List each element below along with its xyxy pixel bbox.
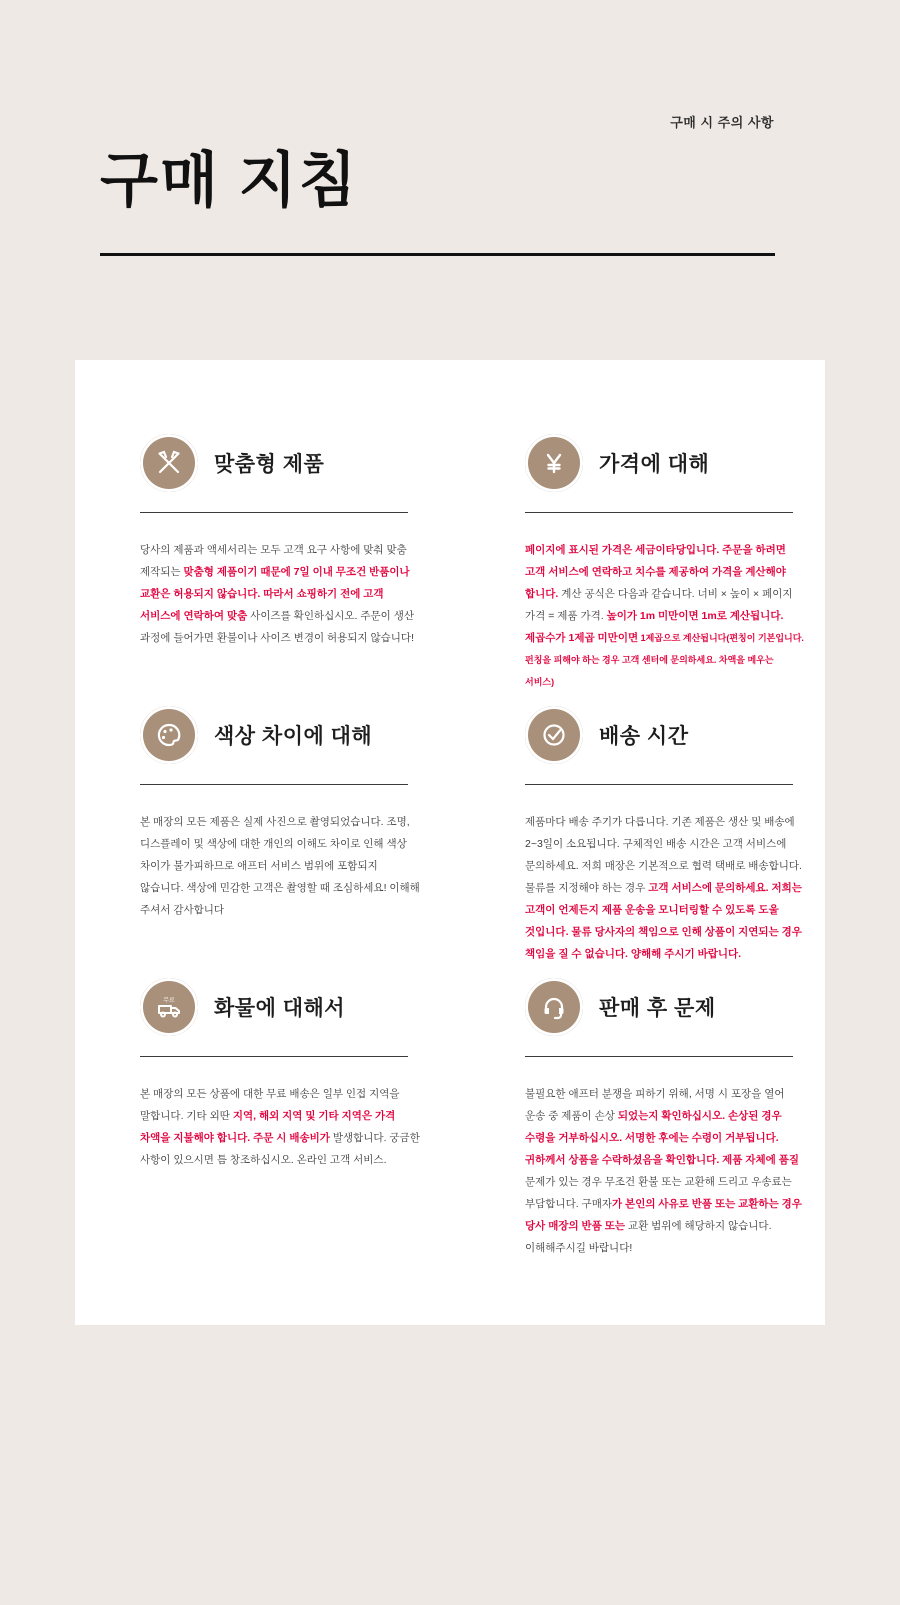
- section-header: [120, 978, 420, 1036]
- body-part: 교환 범위에 해당하지 않습니다. 이해해주시길 바랍니다!: [525, 1220, 772, 1255]
- body-part: 본 매장의 모든 제품은 실제 사진으로 촬영되었습니다. 조명, 디스플레이 및 색상에 대한 개인의 이해도 차이로 인해 색상 차이가 불가피하므로 애프터 서비스 범위에 포함되지 않습니다. 색상에 민감한 고객은 촬영할 때 조심하세요! 이해해 주셔서 감사합니다: [140, 816, 420, 917]
- guide-grid: [75, 420, 825, 1255]
- section-body: [525, 1083, 805, 1259]
- body-part: 문제가 있는 경우 무조건 환불 또는 교환해 드리고 우송료는 부담합니다. 구매자: [525, 1176, 792, 1211]
- body-part: 발생합니다. 궁금한 사항이 있으시면 틈 창조하십시오. 온라인 고객 서비스.: [140, 1132, 420, 1167]
- section-divider: [140, 512, 408, 513]
- guide-section-after-sales: [460, 964, 845, 1255]
- svg-text:무료: 무료: [163, 998, 175, 1004]
- guide-card: [75, 360, 825, 1325]
- body-part: 당사의 제품과 액세서리는 모두 고객 요구 사항에 맞춰 맞춤 제작되는: [140, 544, 407, 579]
- section-title: 가격에 대해: [599, 453, 710, 476]
- body-part-highlight: 지역, 해외 지역 및 기타 지역은 가격 차액을 지불해야 합니다. 주문 시 배송비가: [140, 1110, 396, 1145]
- section-title: 화물에 대해서: [214, 997, 346, 1020]
- free-shipping-truck-icon: [140, 978, 198, 1036]
- title-divider: [100, 253, 775, 256]
- body-part: 본 매장의 모든 상품에 대한 무료 배송은 일부 인접 지역을 말합니다. 기타 외딴: [140, 1088, 400, 1123]
- section-divider: [525, 784, 793, 785]
- body-part-highlight: 고객 서비스에 문의하세요. 저희는 고객이 언제든지 제품 운송을 모니터링할 수 있도록 도울 것입니다. 물류 당사자의 책임으로 인해 상품이 지연되는 경우 책임을 질 수 없습니다. 양해해 주시기 바랍니다.: [525, 882, 802, 961]
- guide-section-custom-product: [75, 420, 460, 692]
- section-header: [120, 706, 420, 764]
- page-title: 구매 지침: [100, 147, 359, 214]
- ruler-pencil-icon: [140, 434, 198, 492]
- section-body: [525, 811, 805, 965]
- body-part: 불필요한 애프터 분쟁을 피하기 위해, 서명 시 포장을 열어 운송 중 제품이 손상: [525, 1088, 785, 1123]
- body-part: 계산 공식은 다음과 같습니다. 너비 × 높이 × 페이지 가격 = 제품 가격.: [525, 588, 793, 623]
- section-title: 맞춤형 제품: [214, 453, 325, 476]
- section-title: 색상 차이에 대해: [214, 725, 373, 748]
- page-eyebrow: 구매 시 주의 사항: [670, 115, 774, 130]
- clock-check-icon: [525, 706, 583, 764]
- section-body: [140, 811, 420, 921]
- section-body: [140, 539, 420, 649]
- body-part-highlight: 가 본인의 사유로 반품 또는 교환하는 경우 당사 매장의 반품 또는: [525, 1198, 802, 1233]
- section-header: [120, 434, 420, 492]
- section-header: [505, 434, 805, 492]
- section-body: [140, 1083, 420, 1171]
- body-part-highlight: 높이가 1m 미만이면 1m로 계산됩니다. 제곱수가 1제곱 미만이면: [525, 610, 784, 645]
- section-divider: [525, 512, 793, 513]
- guide-section-color-difference: [75, 692, 460, 964]
- headset-support-icon: [525, 978, 583, 1036]
- body-part-note: 1제곱으로 계산됩니다(편칭이 기본입니다. 펀칭을 피해야 하는 경우 고객 센터에 문의하세요. 차액을 메우는 서비스): [525, 633, 804, 688]
- section-divider: [140, 784, 408, 785]
- yen-price-icon: [525, 434, 583, 492]
- section-body: [525, 539, 805, 693]
- body-part: 사이즈를 확인하십시오. 주문이 생산 과정에 들어가면 환불이나 사이즈 변경이 허용되지 않습니다!: [140, 610, 414, 645]
- section-divider: [140, 1056, 408, 1057]
- body-part-highlight: 되었는지 확인하십시오. 손상된 경우 수령을 거부하십시오. 서명한 후에는 수령이 거부됩니다. 귀하께서 상품을 수락하셨음을 확인합니다. 제품 자체에 품질: [525, 1110, 799, 1167]
- guide-section-freight: [75, 964, 460, 1236]
- section-header: [505, 706, 805, 764]
- color-palette-icon: [140, 706, 198, 764]
- section-header: [505, 978, 805, 1036]
- section-divider: [525, 1056, 793, 1057]
- guide-section-delivery-time: [460, 692, 845, 964]
- section-title: 배송 시간: [599, 725, 689, 748]
- body-part: 제품마다 배송 주기가 다릅니다. 기존 제품은 생산 및 배송에 2~3일이 소요됩니다. 구체적인 배송 시간은 고객 서비스에 문의하세요. 저희 매장은 기본적으로 협력 택배로 배송합니다. 물류를 지정해야 하는 경우: [525, 816, 802, 895]
- section-title: 판매 후 문제: [599, 997, 716, 1020]
- guide-section-price: [460, 420, 845, 692]
- body-part-highlight: 페이지에 표시된 가격은 세금이타당입니다. 주문을 하려면 고객 서비스에 연락하고 치수를 제공하여 가격을 계산해야 합니다.: [525, 544, 786, 601]
- body-part-highlight: 맞춤형 제품이기 때문에 7일 이내 무조건 반품이나 교환은 허용되지 않습니다. 따라서 쇼핑하기 전에 고객 서비스에 연락하여 맞춤: [140, 566, 410, 623]
